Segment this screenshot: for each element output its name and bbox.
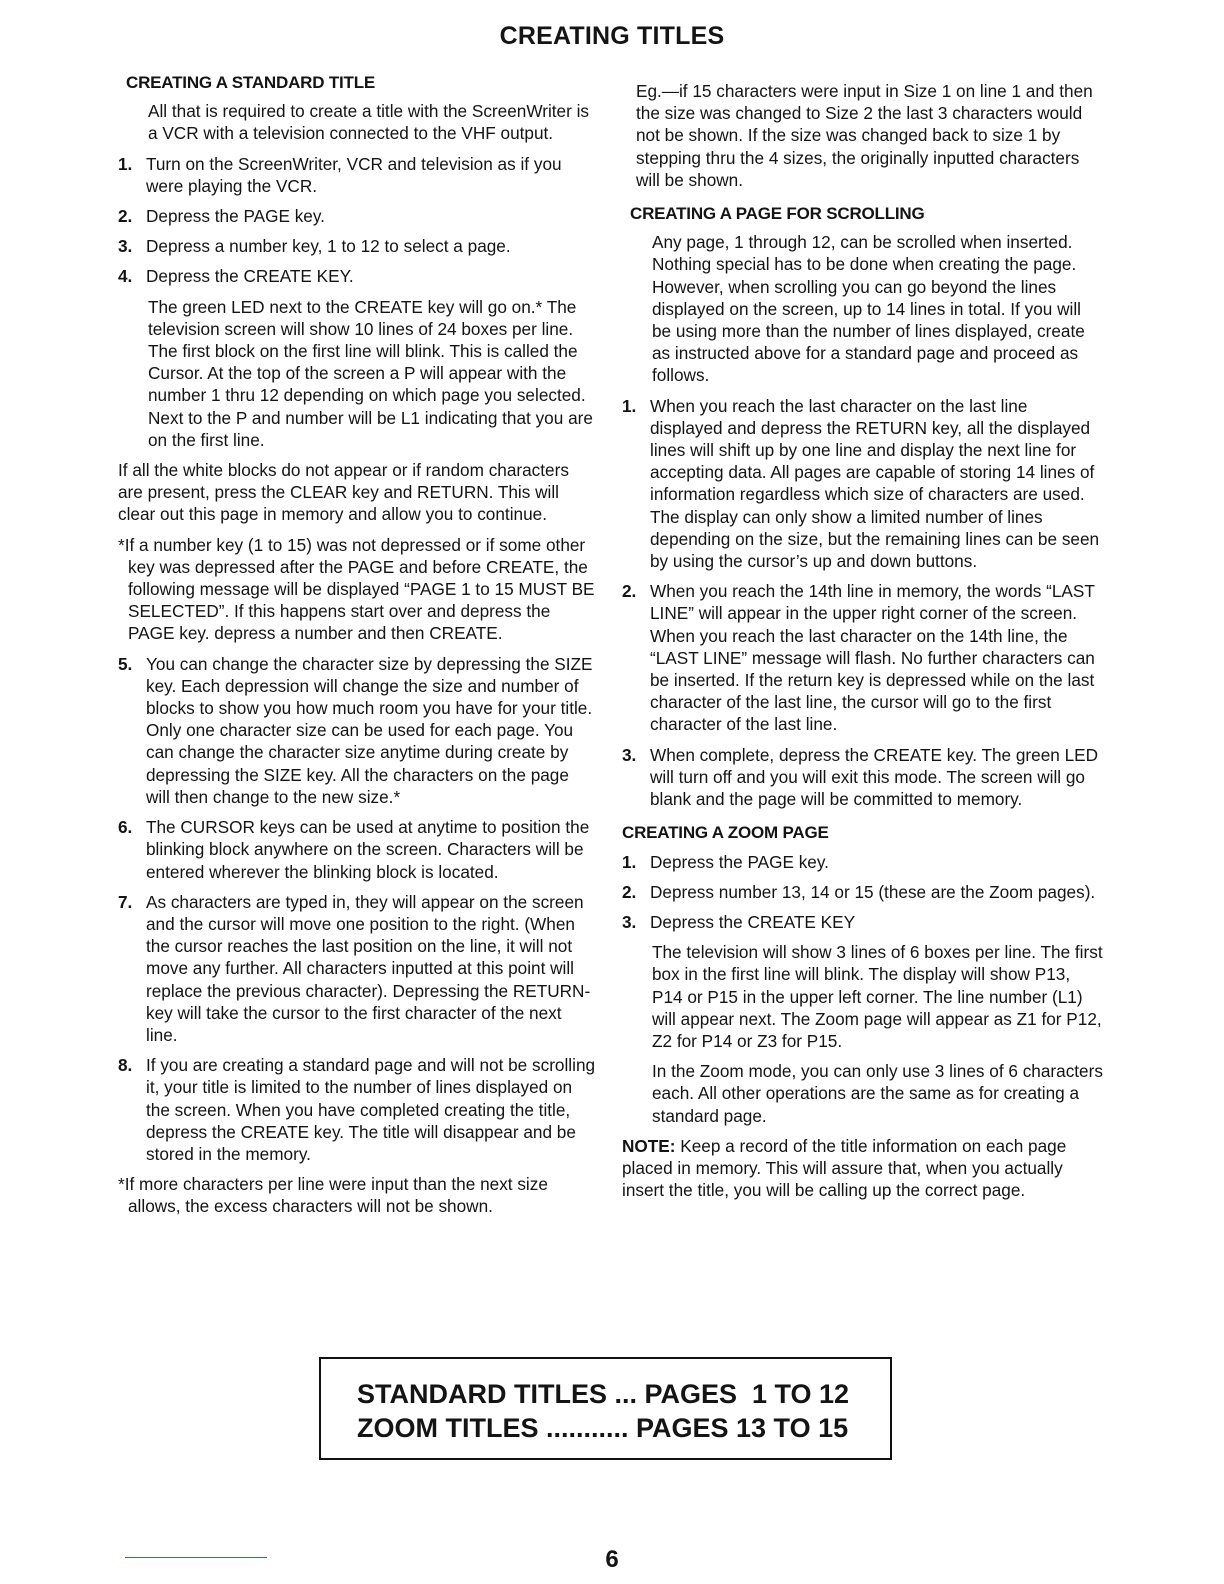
page-title: CREATING TITLES — [499, 22, 725, 50]
zoom-paragraph-1: The television will show 3 lines of 6 boxes per line. The first box in the first line will blink. The display will show P13, P14 or P15 in the upper left corner. The line number (L1) will appear next. The Zoom page will appear as Z1 for P12, Z2 for P14 or Z3 for P15. — [652, 942, 1103, 1051]
size-example-paragraph: Eg.—if 15 characters were input in Size 1 on line 1 and then the size was changed to Size 2 the last 3 characters would not be shown. If the size was changed back to size 1 by stepping thru the 4 sizes, the originally inputted characters will be shown. — [636, 81, 1093, 190]
page-number: 6 — [605, 1546, 619, 1573]
step-number: 2. — [622, 581, 637, 602]
step-number: 1. — [622, 395, 637, 416]
step-number: 2. — [622, 881, 637, 902]
scrolling-heading: CREATING A PAGE FOR SCROLLING — [630, 204, 925, 224]
step-number: 5. — [118, 653, 133, 674]
list-item — [622, 911, 1104, 933]
note-text: Keep a record of the title information on each page placed in memory. This will assure that, when you actually insert the title, you will be calling up the correct page. — [622, 1135, 1067, 1201]
step-text: Turn on the ScreenWriter, VCR and television as if you were playing the VCR. — [146, 153, 562, 196]
list-item — [118, 816, 596, 883]
step-text: When complete, depress the CREATE key. The green LED will turn off and you will exit this mode. The screen will go blank and the page will be committed to memory. — [650, 744, 1099, 810]
step-number: 1. — [118, 153, 133, 174]
list-item — [118, 153, 596, 197]
scrolling-intro: Any page, 1 through 12, can be scrolled when inserted. Nothing special has to be done when creating the page. However, when scrolling you can go beyond the lines displayed on the screen, up to 14 lines in total. If you will be using more than the number of lines displayed, create as instructed above for a standard page and proceed as follows. — [652, 232, 1085, 386]
step-text: Depress a number key, 1 to 12 to select a page. — [146, 236, 511, 257]
note-label: NOTE: — [622, 1135, 676, 1156]
led-paragraph: The green LED next to the CREATE key will go on.* The television screen will show 10 lines of 24 boxes per line. The first block on the first line will blink. This is called the Cursor. At the top of the screen a P will appear with the number 1 thru 12 depending on which page you selected. Next to the P and number will be L1 indicating that you are on the first line. — [148, 296, 593, 450]
list-item — [622, 881, 1104, 903]
list-item — [622, 851, 1104, 873]
list-item — [622, 395, 1104, 573]
step-text: Depress the PAGE key. — [146, 206, 325, 227]
summary-standard-titles: STANDARD TITLES ... PAGES 1 TO 12 — [357, 1379, 850, 1409]
list-item — [118, 265, 596, 287]
step-text: As characters are typed in, they will appear on the screen and the cursor will move one position to the right. (When the cursor reaches the last position on the line, it will not move any further. All characters inputted at this point will replace the previous character). Depressing the RETURN-key will take the cursor to the first character of the next line. — [146, 891, 591, 1045]
list-item — [118, 205, 596, 227]
left-column — [118, 72, 596, 1226]
standard-title-heading: CREATING A STANDARD TITLE — [126, 73, 376, 92]
summary-zoom-titles: ZOOM TITLES ........... PAGES 13 TO 15 — [357, 1413, 849, 1443]
step-number: 8. — [118, 1055, 133, 1076]
step-number: 3. — [622, 911, 637, 932]
step-text: Depress number 13, 14 or 15 (these are the Zoom pages). — [650, 881, 1096, 902]
footnote-size: *If more characters per line were input than the next size allows, the excess characters will not be shown. — [118, 1174, 548, 1217]
step-number: 7. — [118, 891, 133, 912]
list-item — [118, 235, 596, 257]
step-number: 2. — [118, 206, 133, 227]
summary-box — [319, 1357, 892, 1460]
zoom-heading: CREATING A ZOOM PAGE — [622, 823, 829, 843]
step-number: 1. — [622, 851, 637, 872]
zoom-paragraph-2: In the Zoom mode, you can only use 3 lines of 6 characters each. All other operations are the same as for creating a standard page. — [652, 1061, 1103, 1126]
list-item — [622, 580, 1104, 735]
step-number: 3. — [622, 744, 637, 765]
step-text: Depress the CREATE KEY — [650, 911, 856, 932]
white-blocks-paragraph: If all the white blocks do not appear or if random characters are present, press the CLEAR key and RETURN. This will clear out this page in memory and allow you to continue. — [118, 460, 569, 525]
standard-intro: All that is required to create a title with the ScreenWriter is a VCR with a television connected to the VHF output. — [148, 101, 590, 144]
step-number: 4. — [118, 266, 133, 287]
footnote-page-selection: *If a number key (1 to 15) was not depressed or if some other key was depressed after the PAGE and before CREATE, the following message will be displayed “PAGE 1 to 15 MUST BE SELECTED”. If this happens start over and depress the PAGE key. depress a number and then CREATE. — [118, 534, 595, 644]
list-item — [118, 1054, 596, 1165]
step-text: Depress the PAGE key. — [650, 851, 829, 872]
list-item — [118, 653, 596, 808]
step-number: 6. — [118, 817, 133, 838]
step-text: Depress the CREATE KEY. — [146, 266, 354, 287]
step-number: 3. — [118, 236, 133, 257]
step-text: The CURSOR keys can be used at anytime to position the blinking block anywhere on the screen. Characters will be entered wherever the blinking block is located. — [146, 817, 590, 882]
step-text: You can change the character size by depressing the SIZE key. Each depression will change the size and number of blocks to show you how much room you have for your title. Only one character size can be used for each page. You can change the character size anytime during create by depressing the SIZE key. All the characters on the page will then change to the new size.* — [146, 653, 593, 807]
list-item — [118, 891, 596, 1046]
step-text: If you are creating a standard page and will not be scrolling it, your title is limited to the number of lines displayed on the screen. When you have completed creating the title, depress the CREATE key. The title will disappear and be stored in the memory. — [146, 1055, 596, 1164]
right-column — [622, 80, 1104, 1209]
note-paragraph — [622, 1135, 1104, 1202]
list-item — [622, 744, 1104, 811]
step-text: When you reach the 14th line in memory, the words “LAST LINE” will appear in the upper right corner of the screen. When you reach the last character on the 14th line, the “LAST LINE” message will flash. No further characters can be inserted. If the return key is depressed while on the last character of the last line, the cursor will go to the first character of the last line. — [650, 581, 1095, 735]
step-text: When you reach the last character on the last line displayed and depress the RETURN key, all the displayed lines will shift up by one line and display the next line for accepting data. All pages are capable of storing 14 lines of information regardless which size of characters are used. The display can only show a limited number of lines depending on the size, but the remaining lines can be seen by using the cursor’s up and down buttons. — [650, 395, 1100, 572]
